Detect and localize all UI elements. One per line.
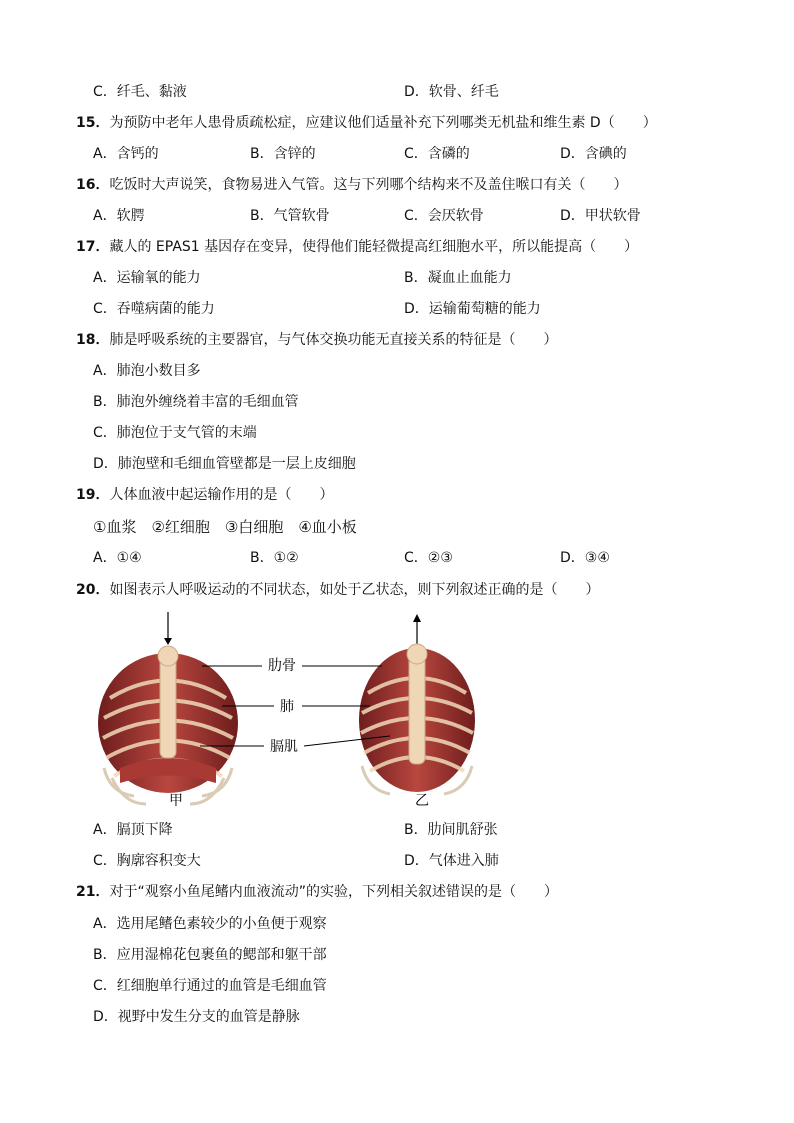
question-number: 19．	[76, 487, 110, 503]
question-number: 21．	[76, 884, 110, 900]
q14-option-c: C．纤毛、黏液	[93, 84, 187, 100]
ribcage-yi	[359, 614, 475, 794]
q21-option-b: B．应用湿棉花包裹鱼的鳃部和躯干部	[93, 947, 327, 963]
question-text: 藏人的 EPAS1 基因存在变异，使得他们能轻微提高红细胞水平，所以能提高（ ）	[109, 239, 639, 255]
q16-option-b: B．气管软骨	[250, 208, 330, 224]
caption-jia: 甲	[169, 793, 183, 809]
q17-option-c: C．吞噬病菌的能力	[93, 301, 215, 317]
question-text: 对于“观察小鱼尾鳍内血液流动”的实验，下列相关叙述错误的是（ ）	[109, 884, 558, 900]
arrow-down-icon	[164, 638, 172, 645]
question-number: 17．	[76, 239, 110, 255]
question-text: 肺是呼吸系统的主要器官，与气体交换功能无直接关系的特征是（ ）	[109, 332, 558, 348]
arrow-up-icon	[413, 614, 421, 622]
label-rib: 肋骨	[268, 658, 296, 674]
q19-option-a: A．①④	[93, 550, 142, 566]
q15-option-a: A．含钙的	[93, 146, 159, 162]
question-number: 15．	[76, 115, 110, 131]
q15-option-c: C．含磷的	[404, 146, 470, 162]
question-20-stem	[76, 580, 599, 600]
q17-option-d: D．运输葡萄糖的能力	[404, 301, 541, 317]
question-16-stem	[76, 175, 627, 195]
question-number: 18．	[76, 332, 110, 348]
label-lung: 肺	[280, 699, 294, 715]
ribcage-jia	[98, 612, 238, 804]
q18-option-c: C．肺泡位于支气管的末端	[93, 425, 257, 441]
q16-option-c: C．会厌软骨	[404, 208, 484, 224]
q19-option-b: B．①②	[250, 550, 299, 566]
q20-option-c: C．胸廓容积变大	[93, 853, 201, 869]
q18-option-d: D．肺泡壁和毛细血管壁都是一层上皮细胞	[93, 456, 356, 472]
breathing-figure	[90, 608, 490, 813]
q16-option-a: A．软腭	[93, 208, 145, 224]
question-number: 20．	[76, 582, 110, 598]
q19-option-c: C．②③	[404, 550, 453, 566]
label-diaphragm: 膈肌	[270, 739, 298, 755]
question-text: 人体血液中起运输作用的是（ ）	[109, 487, 334, 503]
q21-option-c: C．红细胞单行通过的血管是毛细血管	[93, 978, 327, 994]
question-21-stem	[76, 882, 558, 902]
question-15-stem	[76, 113, 657, 133]
q17-option-a: A．运输氧的能力	[93, 270, 201, 286]
q19-items: ①血浆 ②红细胞 ③白细胞 ④血小板	[93, 518, 357, 536]
q18-option-b: B．肺泡外缠绕着丰富的毛细血管	[93, 394, 299, 410]
question-19-stem	[76, 485, 333, 505]
q15-option-b: B．含锌的	[250, 146, 316, 162]
question-text: 吃饭时大声说笑，食物易进入气管。这与下列哪个结构来不及盖住喉口有关（ ）	[109, 177, 628, 193]
q20-option-d: D．气体进入肺	[404, 853, 499, 869]
question-text: 为预防中老年人患骨质疏松症，应建议他们适量补充下列哪类无机盐和维生素 D（ ）	[109, 115, 657, 131]
question-text: 如图表示人呼吸运动的不同状态，如处于乙状态，则下列叙述正确的是（ ）	[109, 582, 600, 598]
q16-option-d: D．甲状软骨	[560, 208, 641, 224]
caption-yi: 乙	[415, 793, 429, 809]
question-18-stem	[76, 330, 557, 350]
q20-option-b: B．肋间肌舒张	[404, 822, 498, 838]
q21-option-a: A．选用尾鳍色素较少的小鱼便于观察	[93, 916, 327, 932]
q18-option-a: A．肺泡小数目多	[93, 363, 201, 379]
q21-option-d: D．视野中发生分支的血管是静脉	[93, 1009, 300, 1025]
question-17-stem	[76, 237, 638, 257]
q19-option-d: D．③④	[560, 550, 610, 566]
question-number: 16．	[76, 177, 110, 193]
q15-option-d: D．含碘的	[560, 146, 627, 162]
q14-option-d: D．软骨、纤毛	[404, 84, 499, 100]
q20-option-a: A．膈顶下降	[93, 822, 173, 838]
q17-option-b: B．凝血止血能力	[404, 270, 512, 286]
